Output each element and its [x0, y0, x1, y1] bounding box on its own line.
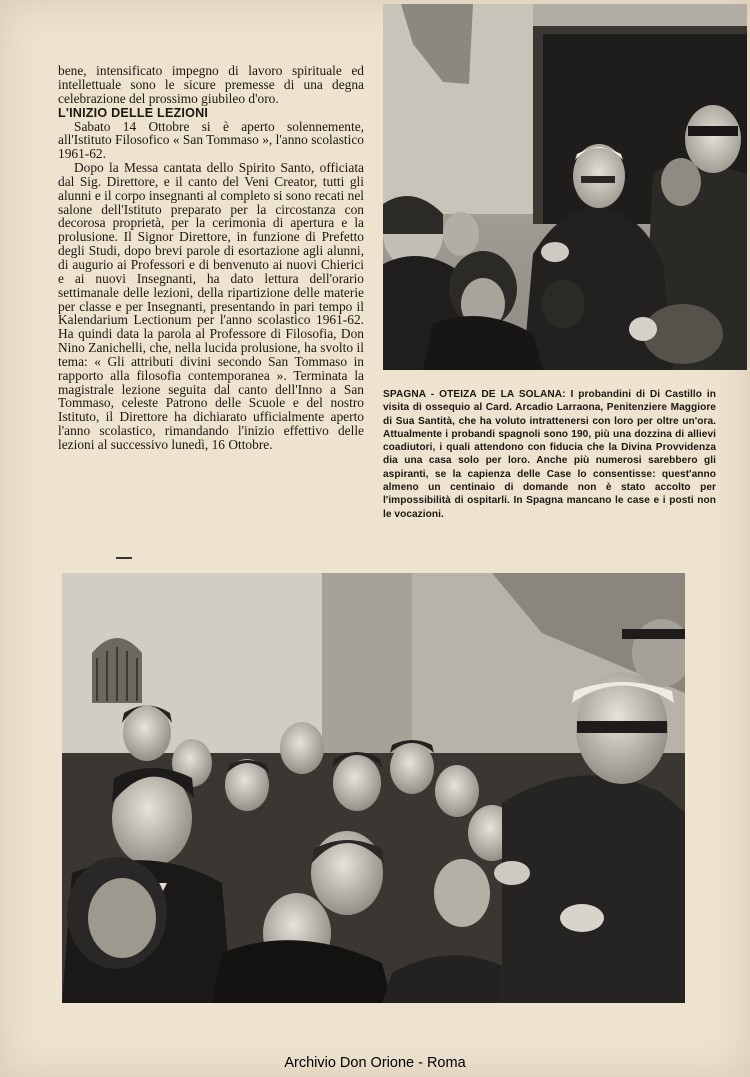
caption-heading: SPAGNA - OTEIZA DE LA SOLANA:: [383, 389, 566, 400]
article-column: [58, 64, 364, 452]
archive-footer: Archivio Don Orione - Roma: [284, 1055, 466, 1071]
section-heading: L'INIZIO DELLE LEZIONI: [58, 105, 209, 120]
article-paragraph-2: Dopo la Messa cantata dello Spirito Santo, officiata dal Sig. Direttore, e il canto del Veni Creator, tutti gli alunni e il corpo insegnanti al completo si sono recati nel salone dell'Istituto preparato per la circostanza con decorosa proprietà, per la cerimonia di apertura e la prolusione. Il Signor Direttore, in funzione di Prefetto degli Studi, dopo brevi parole di esortazione agli alunni, di augurio ai Professori e di benvenuto ai nuovi Chierici e ai nuovi Insegnanti, ha dato lettura dell'orario settimanale delle lezioni, della ripartizione delle materie per classe e per Insegnanti, presentando in pari tempo il Kalendarium Lectionum per l'anno scolastico 1961-62. Ha quindi data la parola al Professore di Filosofia, Don Nino Zanichelli, che, nella lucida prolusione, ha svolto il tema: « Gli attributi divini secondo San Tommaso in rapporto alla filosofia contemporanea ». Terminata la magistrale lezione seguita dal canto dell'Inno a San Tommaso, celeste Patrono delle Scuole e del nostro Istituto, il Direttore ha dichiarato ufficialmente aperto l'anno scolastico, rimandando l'inizio effettivo delle lezioni al successivo lunedì, 16 Ottobre.: [58, 160, 364, 452]
article-paragraph-1: Sabato 14 Ottobre si è aperto solennemente, all'Istituto Filosofico « San Tommaso », l'anno scolastico 1961-62.: [58, 118, 364, 162]
article-intro: bene, intensificato impegno di lavoro spirituale ed intellettuale sono le sicure premesse di una degna celebrazione del prossimo giubileo d'oro.: [58, 63, 364, 106]
end-mark: [116, 557, 132, 559]
photo-group-of-boys: [62, 573, 685, 1003]
caption-text: I probandini di Di Castillo in visita di ossequio al Card. Arcadio Larraona, Penitenziere Maggiore di Sua Santità, che ha voluto intrattenersi con loro per oltre un'ora. Attualmente i probandi spagnoli sono 190, più una dozzina di allievi coadiutori, i quali attendono con fiducia che la Divina Provvidenza dia una casa solo per loro. Anche più numerosi sarebbero gli aspiranti, se la capienza delle Case lo consentisse: quest'anno almeno un centinaio di domande non è stato accolto per l'impossibilità di ospitarli. In Spagna mancano le case e i posti non le vocazioni.: [383, 389, 716, 520]
photo-caption: [383, 388, 716, 521]
photo-cardinal-with-probandi: [383, 4, 747, 370]
